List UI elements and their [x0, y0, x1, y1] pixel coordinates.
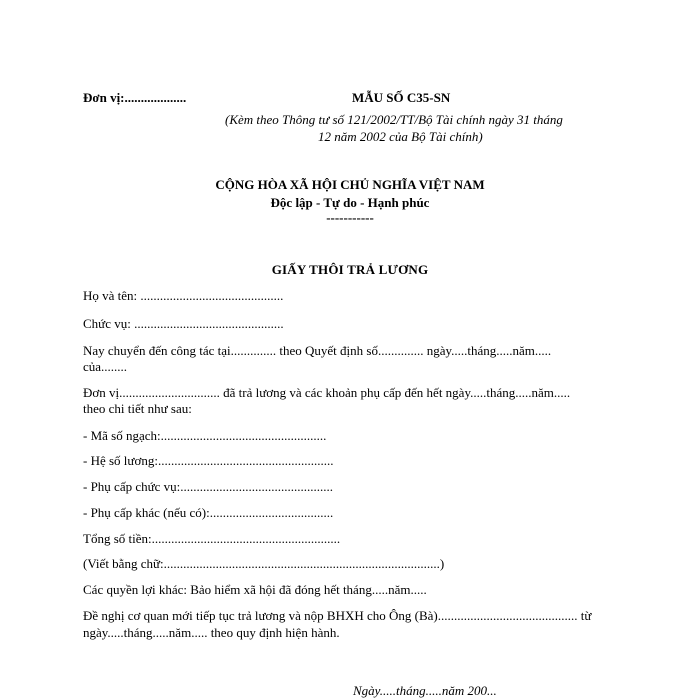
other-allowance-field: - Phụ cấp khác (nếu có):......................................: [83, 505, 334, 520]
form-number: MẪU SỐ C35-SN: [352, 90, 451, 105]
request-line-1: Đề nghị cơ quan mới tiếp tục trả lương và nộp BHXH cho Ông (Bà)........................................... từ: [83, 608, 592, 623]
rank-code-field: - Mã số ngạch:...................................................: [83, 428, 327, 443]
amount-in-words-field: (Viết bằng chữ:.....................................................................................): [83, 556, 445, 571]
transfer-line-2: của........: [83, 359, 128, 374]
total-amount-field: Tổng số tiền:..........................................................: [83, 531, 341, 546]
unit-paid-line-1: Đơn vị............................... đã trả lương và các khoản phụ cấp đến hết ngày.....tháng.....năm.....: [83, 385, 571, 400]
fullname-field: Họ và tên: ............................................: [83, 288, 284, 303]
form-attachment-note-line1: (Kèm theo Thông tư số 121/2002/TT/Bộ Tài chính ngày 31 tháng: [225, 112, 563, 127]
unit-label: Đơn vị:...................: [83, 90, 187, 105]
signature-date: Ngày.....tháng.....năm 200...: [353, 683, 497, 698]
request-line-2: ngày.....tháng.....năm..... theo quy định hiện hành.: [83, 625, 340, 640]
national-motto: Độc lập - Tự do - Hạnh phúc: [270, 195, 430, 210]
document-title: GIẤY THÔI TRẢ LƯƠNG: [271, 262, 429, 277]
position-allowance-field: - Phụ cấp chức vụ:...............................................: [83, 479, 334, 494]
position-field: Chức vụ: ..............................................: [83, 316, 284, 331]
salary-coefficient-field: - Hệ số lương:......................................................: [83, 453, 334, 468]
national-title: CỘNG HÒA XÃ HỘI CHỦ NGHĨA VIỆT NAM: [215, 177, 485, 192]
transfer-line-1: Nay chuyển đến công tác tại.............. theo Quyết định số.............. ngày.....tháng.....năm.....: [83, 343, 552, 358]
motto-divider: -----------: [326, 210, 374, 225]
other-benefits-field: Các quyền lợi khác: Bảo hiểm xã hội đã đóng hết tháng.....năm.....: [83, 582, 427, 597]
unit-paid-line-2: theo chi tiết như sau:: [83, 401, 192, 416]
form-attachment-note-line2: 12 năm 2002 của Bộ Tài chính): [318, 129, 483, 144]
